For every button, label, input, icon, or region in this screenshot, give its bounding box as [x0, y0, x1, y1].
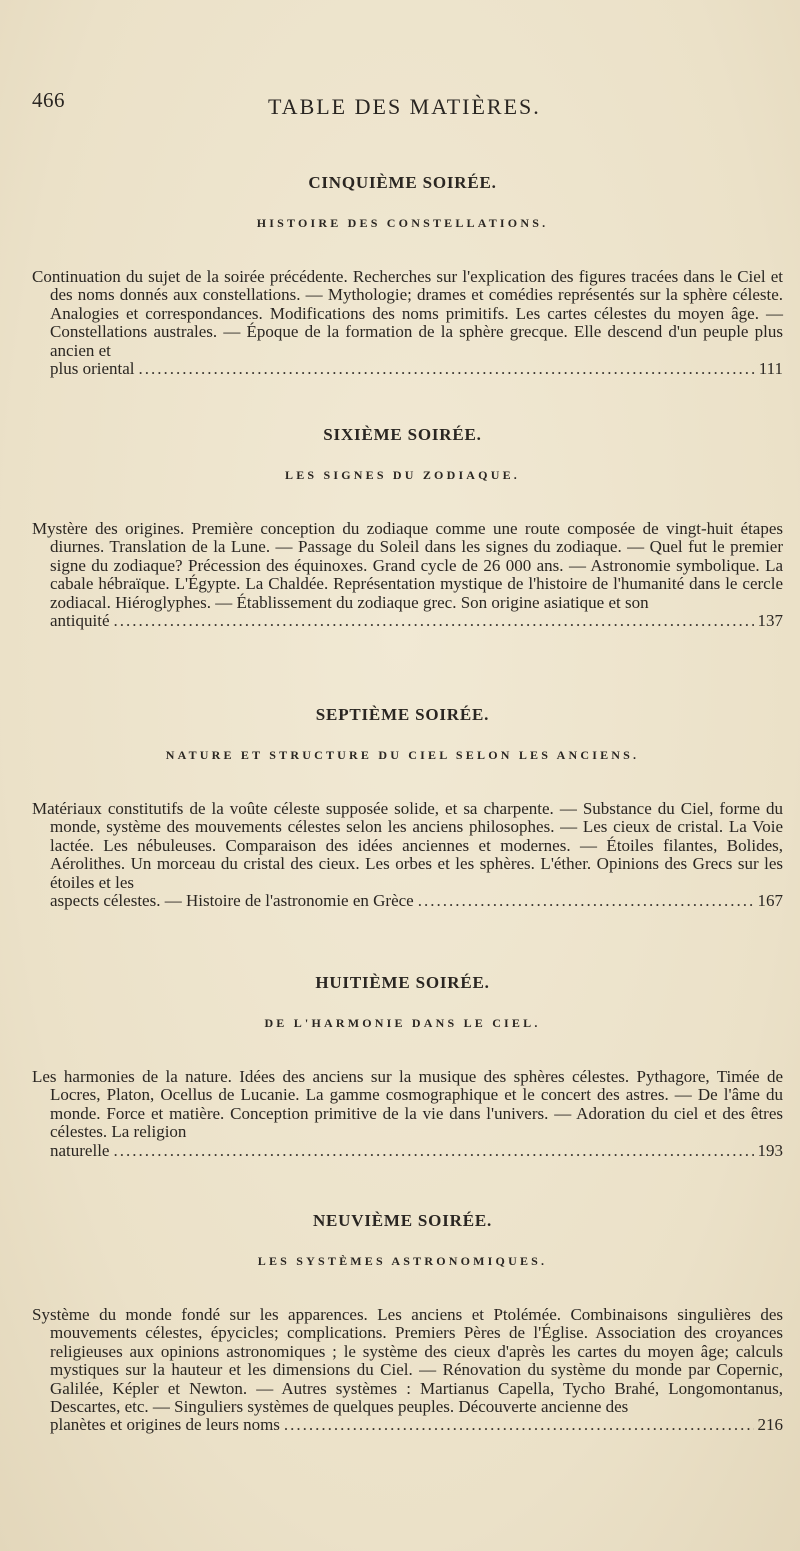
section-neuvieme-soiree [20, 1210, 785, 1435]
entry-tail-text: aspects célestes. — Histoire de l'astronomie en Grèce [50, 891, 414, 911]
section-sixieme-soiree [20, 424, 785, 630]
dot-leader [113, 1142, 753, 1160]
section-subtitle: LES SYSTÈMES ASTRONOMIQUES. [257, 1254, 548, 1268]
section-huitieme-soiree [20, 972, 785, 1160]
page-reference: 167 [757, 891, 783, 911]
section-entry [20, 1306, 785, 1435]
entry-tail-line [50, 892, 783, 910]
entry-tail-line [50, 1416, 783, 1434]
section-subtitle: NATURE ET STRUCTURE DU CIEL SELON LES ANCIENS. [165, 748, 640, 762]
section-entry [20, 268, 785, 378]
dot-leader [139, 360, 755, 378]
entry-tail-text: naturelle [50, 1140, 110, 1160]
dot-leader [418, 892, 754, 910]
entry-tail-line [50, 360, 783, 378]
entry-text: Les harmonies de la nature. Idées des anciens sur la musique des sphères célestes. Pythagore, Timée de Locres, Platon, Ocellus de Lucanie. La gamme cosmographique et le concert des astres. — De l'âme du monde. Force et matière. Conception primitive de la vie dans l'univers. — Adoration du ciel et des êtres célestes. La religion [32, 1067, 783, 1142]
section-entry [20, 520, 785, 630]
section-septieme-soiree [20, 704, 785, 910]
entry-text: Continuation du sujet de la soirée précédente. Recherches sur l'explication des figures tracées dans le Ciel et des noms donnés aux constellations. — Mythologie; drames et comédies représentés sur la sphère céleste. Analogies et correspondances. Modifications des noms primitifs. Les cartes célestes du moyen âge. — Constellations australes. — Époque de la formation de la sphère grecque. Elle descend d'un peuple plus ancien et [32, 267, 783, 360]
section-title: HUITIÈME SOIRÉE. [315, 973, 490, 992]
running-head: TABLE DES MATIÈRES. [268, 94, 541, 119]
section-entry [20, 1068, 785, 1160]
entry-tail-text: plus oriental [50, 359, 135, 379]
dot-leader [113, 612, 753, 630]
section-subtitle: LES SIGNES DU ZODIAQUE. [285, 468, 520, 482]
section-subtitle: HISTOIRE DES CONSTELLATIONS. [256, 216, 549, 230]
entry-tail-text: antiquité [50, 611, 110, 631]
section-title: NEUVIÈME SOIRÉE. [312, 1211, 493, 1230]
page-reference: 193 [757, 1140, 783, 1160]
page-reference: 216 [757, 1415, 783, 1435]
entry-tail-line [50, 1142, 783, 1160]
section-title: SIXIÈME SOIRÉE. [323, 425, 482, 444]
entry-tail-text: planètes et origines de leurs noms [50, 1415, 280, 1435]
section-title: CINQUIÈME SOIRÉE. [308, 173, 497, 192]
section-subtitle: DE L'HARMONIE DANS LE CIEL. [264, 1016, 541, 1030]
dot-leader [284, 1416, 754, 1434]
page-reference: 111 [758, 359, 783, 379]
entry-text: Matériaux constitutifs de la voûte céleste supposée solide, et sa charpente. — Substance du Ciel, forme du monde, système des mouvements célestes selon les anciens philosophes. — Les cieux de cristal. La Voie lactée. Les nébuleuses. Comparaison des idées anciennes et modernes. — Étoiles filantes, Bolides, Aérolithes. Un morceau du cristal des cieux. Les orbes et les sphères. L'éther. Opinions des Grecs sur les étoiles et les [32, 799, 783, 892]
entry-tail-line [50, 612, 783, 630]
section-cinquieme-soiree [20, 172, 785, 378]
section-title: SEPTIÈME SOIRÉE. [315, 705, 490, 724]
section-entry [20, 800, 785, 910]
entry-text: Mystère des origines. Première conception du zodiaque comme une route composée de vingt-huit étapes diurnes. Translation de la Lune. — Passage du Soleil dans les signes du zodiaque. — Quel fut le premier signe du zodiaque? Précession des équinoxes. Grand cycle de 26 000 ans. — Astronomie symbolique. La cabale hébraïque. L'Égypte. La Chaldée. Représentation mystique de l'histoire de l'humanité dans le cercle zodiacal. Hiéroglyphes. — Établissement du zodiaque grec. Son origine asiatique et son [32, 519, 783, 612]
page-reference: 137 [757, 611, 783, 631]
page-number: 466 [32, 88, 65, 112]
entry-text: Système du monde fondé sur les apparences. Les anciens et Ptolémée. Combinaisons singulières des mouvements célestes, épycicles; complications. Premiers Pères de l'Église. Association des croyances religieuses aux opinions astronomiques ; le système des cieux d'après les cartes du moyen âge; calculs mystiques sur la hauteur et les dimensions du Ciel. — Rénovation du système du monde par Copernic, Galilée, Képler et Newton. — Autres systèmes : Martianus Capella, Tycho Brahé, Longomontanus, Descartes, etc. — Singuliers systèmes de quelques peuples. Découverte ancienne des [32, 1305, 783, 1417]
